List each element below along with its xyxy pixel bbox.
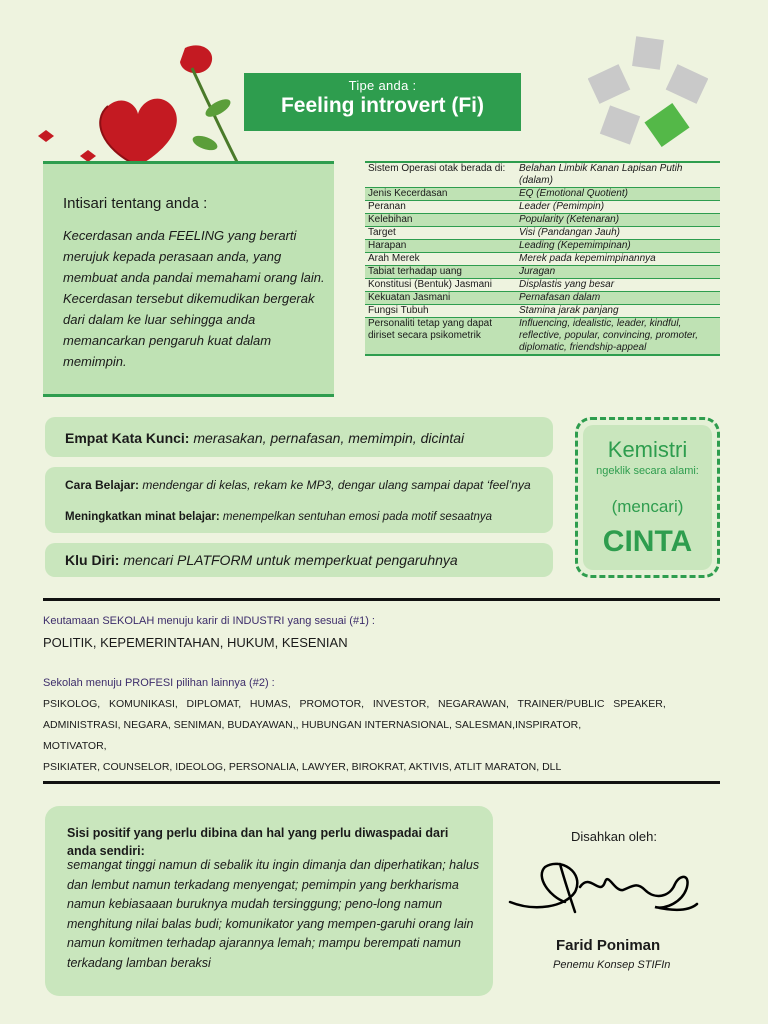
table-row <box>365 240 720 253</box>
signer-role: Penemu Konsep STIFIn <box>553 959 671 971</box>
industri-value: POLITIK, KEPEMERINTAHAN, HUKUM, KESENIAN <box>43 635 348 650</box>
cara-belajar-value: mendengar di kelas, rekam ke MP3, dengar ulang sampai dapat ‘feel’nya <box>142 478 531 492</box>
table-cell-key: Harapan <box>365 240 516 253</box>
table-cell-value: Popularity (Ketenaran) <box>516 214 720 227</box>
sisi-heading: Sisi positif yang perlu dibina dan hal yang perlu diwaspadai dari anda sendiri: <box>67 826 449 858</box>
kata-kunci-box <box>45 417 553 457</box>
table-row <box>365 292 720 305</box>
minat-belajar-value: menempelkan sentuhan emosi pada motif sesaatnya <box>222 511 492 523</box>
intisari-box <box>43 161 334 397</box>
kemistri-subtitle: ngeklik secara alami: <box>596 465 699 477</box>
kata-kunci-label: Empat Kata Kunci: <box>65 430 190 446</box>
table-cell-value: Visi (Pandangan Jauh) <box>516 227 720 240</box>
table-cell-value: Influencing, idealistic, leader, kindful, reflective, popular, convincing, promoter, diplomatic, friendship-appeal <box>516 318 720 356</box>
klu-diri-value: mencari PLATFORM untuk memperkuat pengaruhnya <box>123 552 458 568</box>
table-row <box>365 266 720 279</box>
sisi-body: semangat tinggi namun di sebalik itu ingin dimanja dan diperhatikan; halus dan lembut namun terkadang menyengat; pemimpin yang berkharisma namun kebiasaaan buruknya mudah tersinggung; peno-long namun menghitung nilai balas budi; komunikator yang mempen-garuhi orang lain namun komitmen terhadap ajarannya lemah; mampu berempati namun terkadang lamban beraksi <box>67 858 480 970</box>
heart-icon <box>100 99 177 166</box>
kemistri-title: Kemistri <box>607 437 688 462</box>
table-cell-value: Pernafasan dalam <box>516 292 720 305</box>
table-cell-key: Sistem Operasi otak berada di: <box>365 162 516 188</box>
table-cell-key: Arah Merek <box>365 253 516 266</box>
sisi-positif-box <box>45 806 493 996</box>
kemistri-cinta: CINTA <box>602 525 693 558</box>
intisari-body: Kecerdasan anda FEELING yang berarti merujuk kepada perasaan anda, yang membuat anda pandai memahami orang lain. Kecerdasan tersebut dikemudikan bergerak dari dalam ke luar sehingga anda memancarkan pengaruh kuat dalam memimpin. <box>63 228 325 369</box>
table-cell-key: Tabiat terhadap uang <box>365 266 516 279</box>
table-cell-value: EQ (Emotional Quotient) <box>516 188 720 201</box>
table-row <box>365 201 720 214</box>
type-subtitle: Tipe anda : <box>348 78 417 93</box>
kemistri-mencari: (mencari) <box>611 497 684 516</box>
table-row <box>365 162 720 188</box>
industri-label: Keutamaan SEKOLAH menuju karir di INDUSTRI yang sesuai (#1) : <box>43 615 375 627</box>
type-banner <box>244 73 521 131</box>
table-row <box>365 188 720 201</box>
signature-icon <box>505 852 700 927</box>
klu-diri-box <box>45 543 553 577</box>
table-row <box>365 318 720 356</box>
table-cell-value: Leading (Kepemimpinan) <box>516 240 720 253</box>
kata-kunci-value: merasakan, pernafasan, memimpin, dicintai <box>193 430 465 446</box>
table-cell-key: Jenis Kecerdasan <box>365 188 516 201</box>
table-row <box>365 214 720 227</box>
table-cell-value: Belahan Limbik Kanan Lapisan Putih (dalam) <box>516 162 720 188</box>
disahkan-label: Disahkan oleh: <box>571 829 657 844</box>
table-cell-value: Displastis yang besar <box>516 279 720 292</box>
klu-diri-label: Klu Diri: <box>65 552 120 568</box>
profesi-label: Sekolah menuju PROFESI pilihan lainnya (#2) : <box>43 677 275 689</box>
table-cell-key: Kelebihan <box>365 214 516 227</box>
table-cell-key: Target <box>365 227 516 240</box>
profesi-line-2: ADMINISTRASI, NEGARA, SENIMAN, BUDAYAWAN,, HUBUNGAN INTERNASIONAL, SALESMAN,INSPIRATOR, MOTIVATOR, <box>43 719 582 752</box>
table-cell-value: Juragan <box>516 266 720 279</box>
table-row <box>365 227 720 240</box>
kemistri-box <box>575 417 720 578</box>
divider-bottom <box>43 781 720 784</box>
table-cell-key: Konstitusi (Bentuk) Jasmani <box>365 279 516 292</box>
profesi-list <box>43 694 666 778</box>
intisari-heading: Intisari tentang anda : <box>63 195 208 212</box>
table-cell-key: Fungsi Tubuh <box>365 305 516 318</box>
type-title: Feeling introvert (Fi) <box>280 94 484 117</box>
table-cell-value: Merek pada kepemimpinannya <box>516 253 720 266</box>
table-cell-value: Stamina jarak panjang <box>516 305 720 318</box>
minat-belajar-label: Meningkatkan minat belajar: <box>65 511 220 523</box>
attribute-table <box>365 161 720 356</box>
table-row <box>365 279 720 292</box>
table-row <box>365 305 720 318</box>
table-cell-key: Peranan <box>365 201 516 214</box>
stifin-logo-icon <box>588 36 708 151</box>
table-row <box>365 253 720 266</box>
divider-top <box>43 598 720 601</box>
signer-name: Farid Poniman <box>556 937 661 954</box>
cara-belajar-label: Cara Belajar: <box>65 478 140 492</box>
belajar-box <box>45 467 553 533</box>
profesi-line-1: PSIKOLOG, KOMUNIKASI, DIPLOMAT, HUMAS, PROMOTOR, INVESTOR, NEGARAWAN, TRAINER/PUBLIC SPEAKER, <box>43 698 666 710</box>
profesi-line-3: PSIKIATER, COUNSELOR, IDEOLOG, PERSONALIA, LAWYER, BIROKRAT, AKTIVIS, ATLIT MARATON, DLL <box>43 761 562 773</box>
table-cell-key: Kekuatan Jasmani <box>365 292 516 305</box>
table-cell-key: Personaliti tetap yang dapat diriset secara psikometrik <box>365 318 516 356</box>
table-cell-value: Leader (Pemimpin) <box>516 201 720 214</box>
